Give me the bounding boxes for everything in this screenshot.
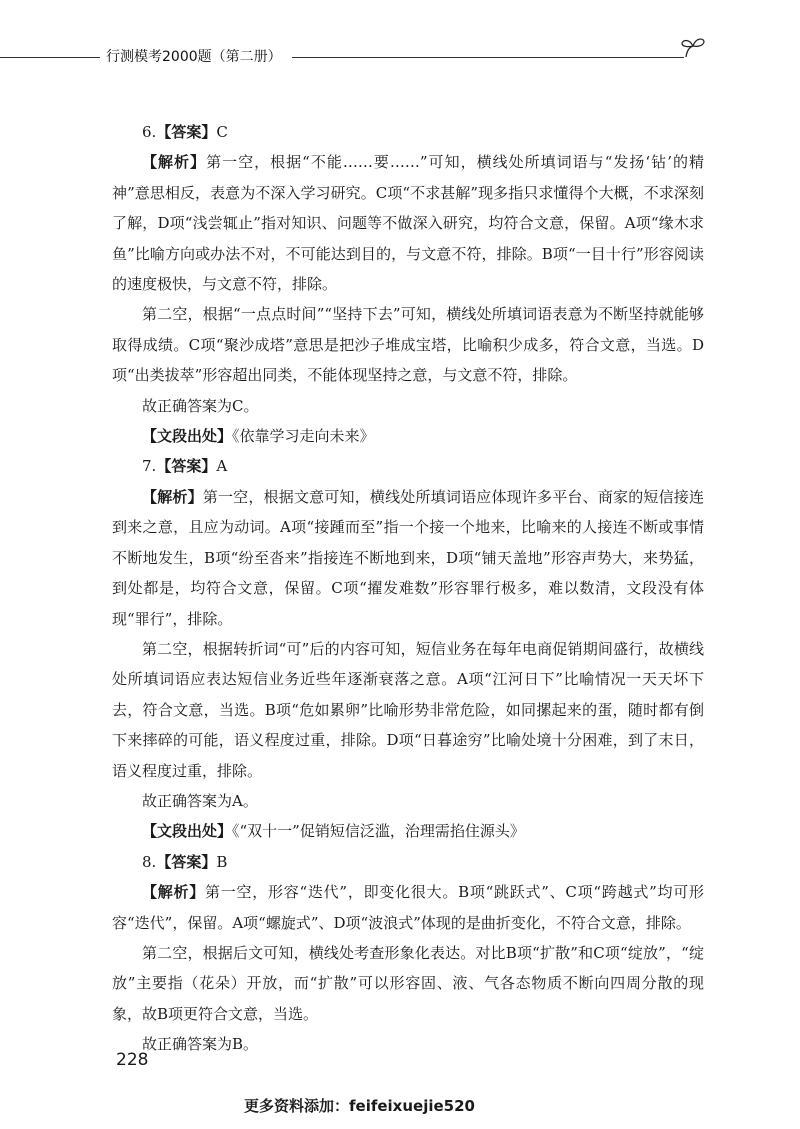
answer-label: 【答案】	[156, 457, 217, 476]
source-title: 《“双十一”促销短信泛滥，治理需掐住源头》	[232, 822, 525, 841]
analysis-paragraph-2: 第二空，根据转折词“可”后的内容可知，短信业务在每年电商促销期间盛行，故横线处所填词语应表达短信业务近些年逐渐衰落之意。A项“江河日下”比喻情况一天天坏下去，符合文意，当选。B项“危如累卵”比喻形势非常危险，如同摞起来的蛋，随时都有倒下来摔碎的可能，语义程度过重，排除。D项“日暮途穷”比喻处境十分困难，到了末日，语义程度过重，排除。	[112, 639, 704, 780]
analysis-text: 第一空，根据“不能……要……”可知，横线处所填词语与“发扬‘钻’的精神”意思相反，表意为不深入学习研究。C项“不求甚解”现多指只求懂得个大概，不求深刻了解，D项“浅尝辄止”指对知识、问题等不做深入研究，均符合文意，保留。A项“缘木求鱼”比喻方向或办法不对，不可能达到目的，与文意不符，排除。B项“一目十行”形容阅读的速度极快，与文意不符，排除。	[112, 153, 704, 294]
answer-value: A	[216, 457, 228, 476]
source-title: 《依靠学习走向未来》	[232, 427, 375, 446]
conclusion: 故正确答案为A。	[142, 791, 258, 810]
analysis-text: 第一空，形容“迭代”，即变化很大。B项“跳跃式”、C项“跨越式”均可形容“迭代”，保留。A项“螺旋式”、D项“波浪式”体现的是曲折变化，不符合文意，排除。	[112, 883, 704, 932]
footer-note: 更多资料添加：feifeixuejie520	[244, 1097, 475, 1115]
analysis-paragraph-2: 第二空，根据“一点点时间”“坚持下去”可知，横线处所填词语表意为不断坚持就能够取得成绩。C项“聚沙成塔”意思是把沙子堆成宝塔，比喻积少成多，符合文意，当选。D项“出类拔萃”形容超出同类，不能体现坚持之意，与文意不符，排除。	[112, 305, 704, 385]
source-line	[112, 421, 704, 451]
conclusion: 故正确答案为C。	[142, 396, 259, 415]
answer-content	[112, 117, 704, 1060]
analysis-label: 【解析】	[142, 153, 207, 172]
answer-value: C	[216, 123, 228, 141]
analysis-label: 【解析】	[142, 883, 205, 902]
answer-value: B	[216, 852, 228, 871]
conclusion: 故正确答案为B。	[142, 1035, 259, 1054]
answer-header-7	[112, 451, 704, 481]
header-rule-right	[292, 57, 684, 58]
analysis-paragraph	[112, 482, 704, 634]
header-title: 行测模考2000题（第二册）	[106, 49, 282, 65]
page-number: 228	[116, 1050, 149, 1070]
page-header	[0, 40, 800, 70]
answer-header-6	[112, 117, 704, 147]
source-label: 【文段出处】	[142, 427, 233, 446]
question-number: 7.	[142, 457, 157, 476]
analysis-paragraph	[112, 877, 704, 938]
analysis-text: 第一空，根据文意可知，横线处所填词语应体现许多平台、商家的短信接连到来之意，且应为动词。A项“接踵而至”指一个接一个地来，比喻来的人接连不断或事情不断地发生，B项“纷至沓来”指接连不断地到来，D项“铺天盖地”形容声势大，来势猛，到处都是，均符合文意，保留。C项“擢发难数”形容罪行极多，难以数清，文段没有体现“罪行”，排除。	[112, 487, 704, 628]
sprout-icon	[678, 34, 708, 64]
answer-label: 【答案】	[156, 123, 217, 141]
analysis-paragraph	[112, 147, 704, 299]
analysis-paragraph-2: 第二空，根据后文可知，横线处考查形象化表达。对比B项“扩散”和C项“绽放”，“绽放”主要指（花朵）开放，而“扩散”可以形容固、液、气各态物质不断向四周分散的现象，故B项更符合文意，当选。	[112, 943, 704, 1023]
question-number: 6.	[142, 123, 157, 141]
header-rule-left	[0, 57, 100, 58]
answer-label: 【答案】	[156, 852, 217, 871]
answer-header-8	[112, 847, 704, 877]
source-label: 【文段出处】	[142, 822, 233, 841]
analysis-label: 【解析】	[142, 487, 203, 506]
question-number: 8.	[142, 852, 157, 871]
source-line	[112, 816, 704, 846]
